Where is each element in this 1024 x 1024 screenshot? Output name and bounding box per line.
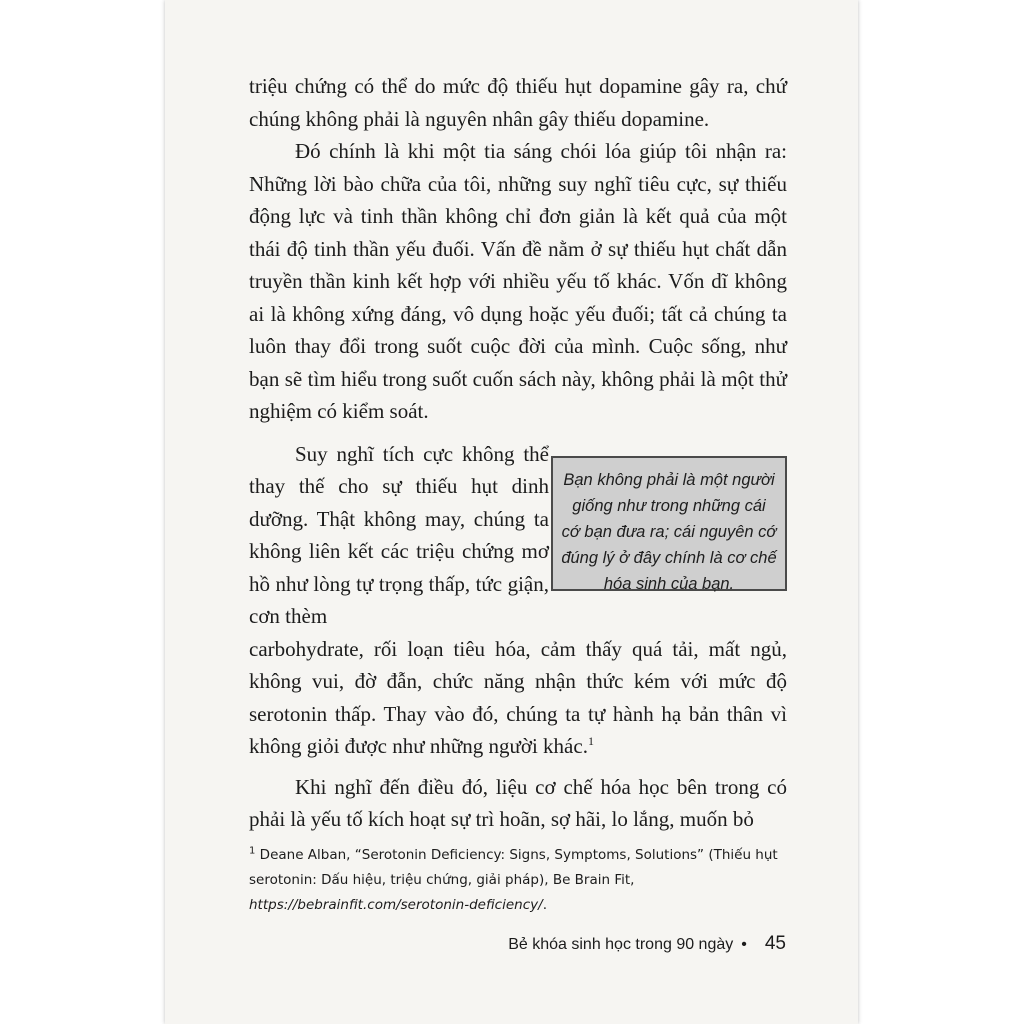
footnote: [249, 843, 787, 918]
paragraph-1: triệu chứng có thể do mức độ thiếu hụt dopamine gây ra, chứ chúng không phải là nguyên nhân gây thiếu dopamine.: [249, 74, 787, 131]
footnote-text: Deane Alban, “Serotonin Deficiency: Signs, Symptoms, Solutions” (Thiếu hụt serotonin: Dấu hiệu, triệu chứng, giải pháp), Be Brain Fit,: [249, 847, 778, 888]
paragraph-3: Suy nghĩ tích cực không thể thay thế cho sự thiếu hụt dinh dưỡng. Thật không may, chúng ta không liên kết các triệu chứng mơ hồ như lòng tự trọng thấp, tức giận, cơn thèm: [249, 441, 549, 628]
footnote-url[interactable]: https://bebrainfit.com/serotonin-deficiency/: [249, 897, 543, 913]
footnote-end: .: [542, 897, 547, 913]
book-page: [165, 0, 858, 1024]
paragraph-3-continued-text: carbohydrate, rối loạn tiêu hóa, cảm thấy quá tải, mất ngủ, không vui, đờ đẫn, chức năng nhận thức kém với mức độ serotonin thấp. Thay vào đó, chúng ta tự hành hạ bản thân vì không giỏi được như những người khác.: [249, 636, 787, 758]
footnote-reference[interactable]: 1: [587, 734, 594, 748]
main-text: [249, 70, 787, 836]
paragraph-3-continued: [249, 633, 787, 763]
paragraph-2: Đó chính là khi một tia sáng chói lóa giúp tôi nhận ra: Những lời bào chữa của tôi, những suy nghĩ tiêu cực, sự thiếu động lực và tinh thần không chỉ đơn giản là kết quả của một thái độ tinh thần yếu đuối. Vấn đề nằm ở sự thiếu hụt chất dẫn truyền thần kinh kết hợp với nhiều yếu tố khác. Vốn dĩ không ai là không xứng đáng, vô dụng hoặc yếu đuối; tất cả chúng ta luôn thay đổi trong suốt cuộc đời của mình. Cuộc sống, như bạn sẽ tìm hiểu trong suốt cuốn sách này, không phải là một thử nghiệm có kiểm soát.: [249, 139, 787, 423]
running-title: Bẻ khóa sinh học trong 90 ngày: [508, 936, 734, 953]
paragraph-4: Khi nghĩ đến điều đó, liệu cơ chế hóa học bên trong có phải là yếu tố kích hoạt sự trì hoãn, sợ hãi, lo lắng, muốn bỏ: [249, 774, 787, 831]
text-with-pullquote: [249, 438, 787, 633]
page-number: 45: [764, 933, 786, 954]
pull-quote-text: Bạn không phải là một người giống như trong những cái cớ bạn đưa ra; cái nguyên cớ đúng lý ở đây chính là cơ chế hóa sinh của bạn.: [561, 470, 777, 593]
footnote-number: 1: [249, 845, 256, 857]
footer-bullet: •: [741, 936, 747, 953]
running-footer: [508, 933, 786, 955]
pull-quote-box: [551, 456, 787, 591]
